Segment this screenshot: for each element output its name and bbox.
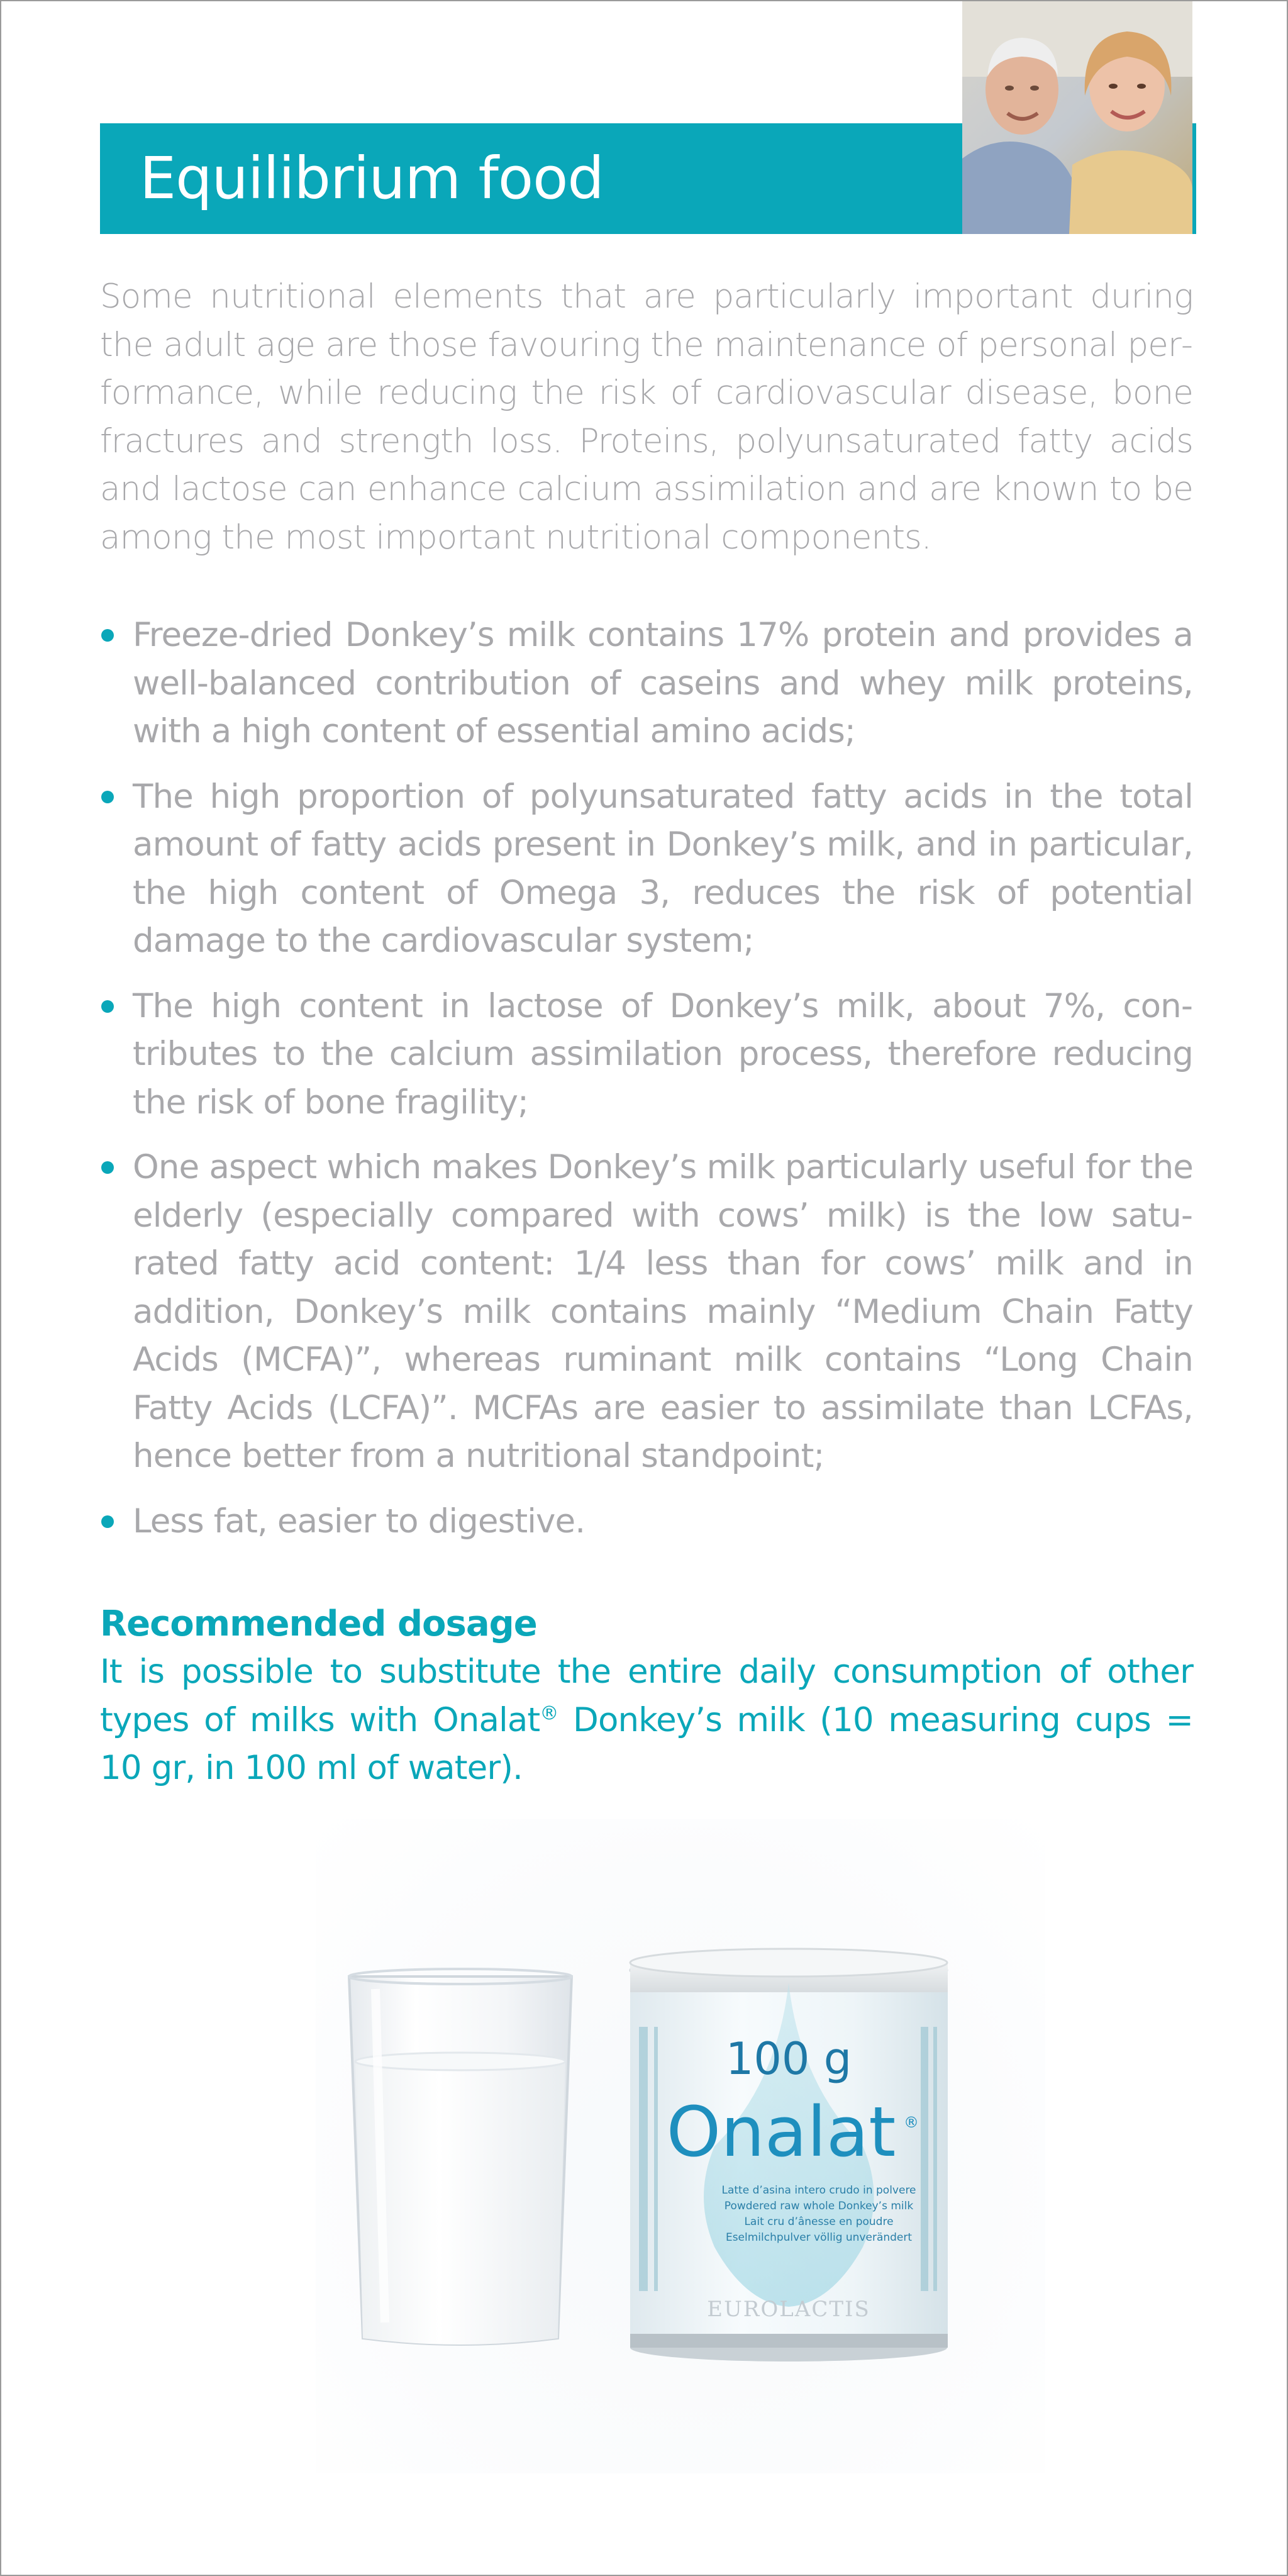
list-item xyxy=(100,1144,1193,1481)
list-item xyxy=(100,773,1193,966)
can-label-line: Lait cru d’ânesse en poudre xyxy=(744,2216,894,2228)
dosage-text-part2: Donkey’s milk (10 measuring cups = 10 gr, in 100 ml of water). xyxy=(100,1700,1193,1787)
can-label-line: Eselmilchpulver völlig unverändert xyxy=(725,2231,913,2244)
elderly-couple-illustration xyxy=(962,1,1192,234)
can-brand: Onalat xyxy=(666,2092,896,2172)
product-illustration xyxy=(316,1819,1045,2473)
list-item-text: Less fat, easier to digestive. xyxy=(133,1502,586,1541)
list-item-text: One aspect which makes Donkey’s milk particularly useful for the elderly (especially compared with cows’ milk) is the low saturated fatty acid content: 1/4 less than for cows’ milk and in addition, Donkey’s milk contains mainly “Medium Chain Fatty Acids (MCFA)”, whereas ruminant milk contains “Long Chain Fatty Acids (LCFA)”. MCFAs are easier to assimilate than LCFAs, hence better from a nutritional standpoint; xyxy=(133,1148,1193,1475)
can-label-line: Powdered raw whole Donkey’s milk xyxy=(724,2200,914,2212)
list-item-text: Freeze-dried Donkey’s milk contains 17% protein and provides a well-balanced contribution of caseins and whey milk proteins, with a high content of essential amino acids; xyxy=(133,616,1193,750)
onalat-can xyxy=(630,1949,948,2361)
milk-glass xyxy=(349,1969,572,2345)
list-item-text: The high proportion of polyunsaturated fatty acids in the total amount of fatty acids present in Donkey’s milk, and in particular, the high content of Omega 3, reduces the risk of potential damage to the cardiovascular system; xyxy=(133,777,1193,960)
product-photo xyxy=(316,1819,1045,2473)
page-title: Equilibrium food xyxy=(140,145,604,212)
bullet-icon xyxy=(101,1161,114,1174)
bullet-icon xyxy=(101,1000,114,1013)
registered-mark: ® xyxy=(540,1702,558,1724)
list-item xyxy=(100,983,1193,1127)
bullet-icon xyxy=(101,1515,114,1528)
bullet-icon xyxy=(101,629,114,642)
list-item xyxy=(100,1498,1193,1546)
intro-paragraph: Some nutritional elements that are particularly important during the adult age are those favouring the maintenance of personal performance, while reducing the risk of cardiovascular disease, bone fractures and strength loss. Proteins, polyunsaturated fatty acids and lactose can enhance calcium assimilation and are known to be among the most important nutritional components. xyxy=(100,277,1193,557)
can-label-line: Latte d’asina intero crudo in polvere xyxy=(721,2184,916,2197)
can-weight: 100 g xyxy=(725,2033,852,2085)
dosage-text-part1: It is possible to substitute the entire daily consumption of other types of milks with Onalat xyxy=(100,1653,1193,1739)
dosage-text xyxy=(100,1648,1193,1793)
elderly-couple-photo xyxy=(962,1,1192,234)
bullet-icon xyxy=(101,791,114,803)
benefits-list xyxy=(100,611,1193,1563)
can-maker: EUROLACTIS xyxy=(707,2297,870,2322)
dosage-heading: Recommended dosage xyxy=(100,1603,537,1644)
list-item-text: The high content in lactose of Donkey’s milk, about 7%, contributes to the calcium assimilation process, therefore reducing the risk of bone fragility; xyxy=(133,986,1193,1122)
can-registered-mark: ® xyxy=(904,2114,919,2131)
list-item xyxy=(100,611,1193,756)
